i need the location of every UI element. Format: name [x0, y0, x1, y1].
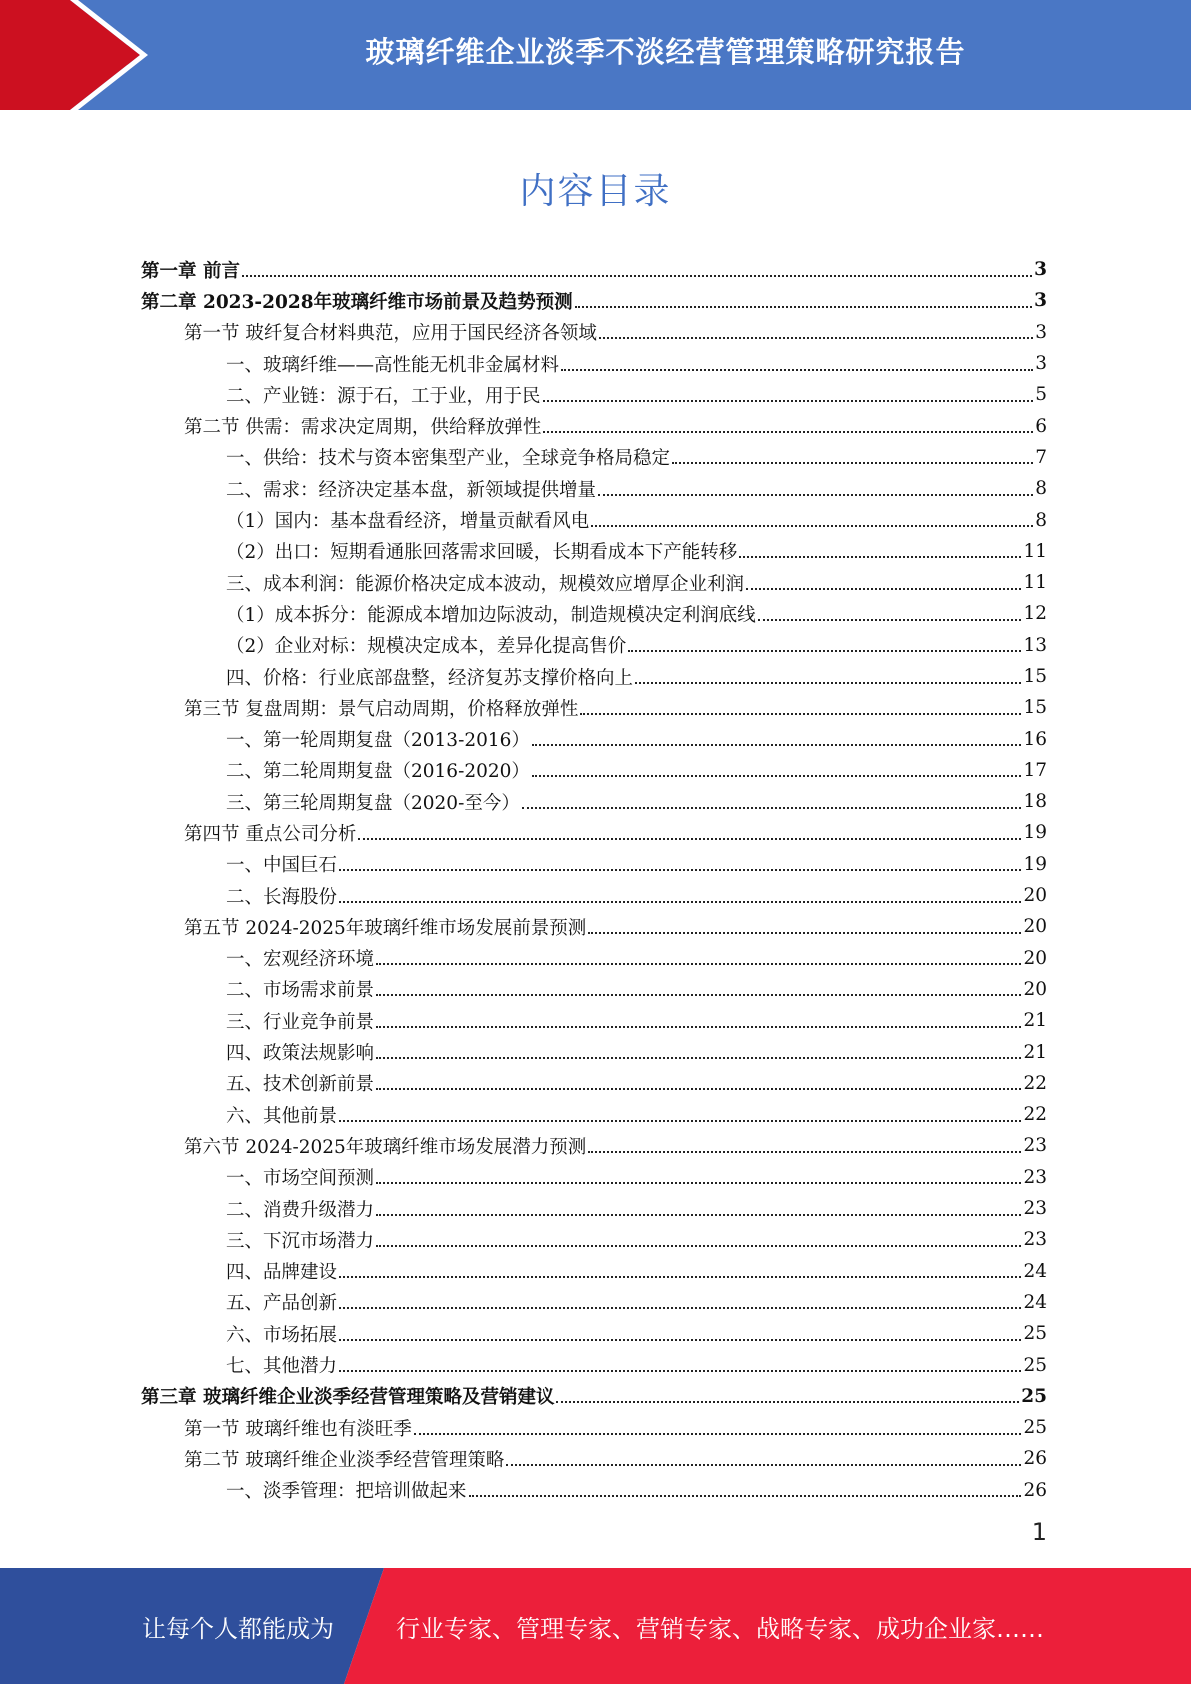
toc-dot-leader: [358, 838, 1021, 840]
toc-entry-page: 8: [1035, 509, 1047, 531]
toc-dot-leader: [561, 369, 1033, 371]
toc-dot-leader: [376, 1214, 1021, 1216]
toc-entry-page: 23: [1023, 1166, 1047, 1188]
toc-entry-page: 24: [1023, 1260, 1047, 1282]
toc-entry[interactable]: [141, 504, 1047, 535]
toc-dot-leader: [506, 1464, 1021, 1466]
toc-dot-leader: [376, 1088, 1021, 1090]
toc-entry[interactable]: [141, 1036, 1047, 1067]
toc-entry-page: 25: [1021, 1385, 1047, 1407]
toc-dot-leader: [376, 994, 1021, 996]
toc-dot-leader: [339, 1120, 1021, 1122]
toc-entry[interactable]: [141, 1224, 1047, 1255]
toc-dot-leader: [672, 462, 1033, 464]
toc-dot-leader: [522, 807, 1022, 809]
toc-entry-page: 15: [1023, 666, 1047, 687]
toc-title: 内容目录: [519, 171, 672, 212]
toc-entry-page: 7: [1035, 446, 1047, 468]
toc-dot-leader: [543, 431, 1033, 433]
toc-dot-leader: [599, 337, 1033, 339]
toc-entry-text: 一、中国巨石: [226, 855, 338, 877]
toc-entry-page: 11: [1023, 572, 1047, 594]
toc-entry-page: 19: [1023, 853, 1047, 875]
toc-entry[interactable]: [141, 692, 1047, 723]
toc-entry-text: 一、市场空间预测: [226, 1168, 375, 1190]
toc-entry-page: 17: [1023, 759, 1047, 781]
toc-entry-page: 18: [1023, 791, 1047, 813]
toc-dot-leader: [758, 619, 1022, 621]
toc-entry-page: 23: [1023, 1229, 1047, 1251]
toc-entry-page: 12: [1023, 603, 1047, 625]
table-of-contents: [141, 254, 1047, 1506]
toc-entry[interactable]: [141, 1162, 1047, 1193]
toc-entry-text: 三、成本利润：能源价格决定成本波动，规模效应增厚企业利润: [226, 573, 745, 595]
toc-entry[interactable]: [141, 1381, 1047, 1412]
toc-dot-leader: [588, 1151, 1021, 1153]
toc-entry-page: 15: [1023, 697, 1047, 719]
toc-entry[interactable]: [141, 442, 1047, 473]
toc-entry-text: 七、其他潜力: [226, 1356, 338, 1378]
toc-entry-text: （2）出口：短期看通胀回落需求回暖，长期看成本下产能转移: [226, 542, 738, 564]
toc-entry[interactable]: [141, 1005, 1047, 1036]
toc-entry-text: 六、其他前景: [226, 1105, 338, 1127]
toc-entry-page: 3: [1035, 353, 1047, 375]
toc-dot-leader: [543, 400, 1034, 402]
toc-entry-page: 20: [1023, 916, 1047, 938]
toc-entry[interactable]: [141, 1475, 1047, 1506]
toc-entry[interactable]: [141, 1349, 1047, 1380]
toc-dot-leader: [414, 1433, 1022, 1435]
toc-entry-text: 二、产业链：源于石，工于业，用于民: [226, 385, 541, 407]
toc-entry-text: 二、第二轮周期复盘（2016-2020）: [226, 761, 530, 783]
page-header: [0, 0, 1191, 110]
toc-entry[interactable]: [141, 473, 1047, 504]
toc-entry-page: 11: [1023, 540, 1047, 562]
toc-dot-leader: [628, 650, 1021, 652]
toc-dot-leader: [635, 682, 1021, 684]
toc-entry[interactable]: [141, 1130, 1047, 1161]
toc-entry-text: 第二节 玻璃纤维企业淡季经营管理策略: [184, 1449, 505, 1471]
toc-entry-text: 六、市场拓展: [226, 1324, 338, 1346]
toc-dot-leader: [376, 963, 1021, 965]
page-footer: [0, 1568, 1191, 1684]
toc-entry-page: 16: [1023, 728, 1047, 750]
toc-entry-page: 24: [1023, 1291, 1047, 1313]
toc-entry-page: 13: [1023, 634, 1047, 656]
toc-dot-leader: [532, 744, 1022, 746]
toc-entry-page: 20: [1023, 978, 1047, 1000]
toc-entry[interactable]: [141, 1256, 1047, 1287]
toc-dot-leader: [339, 1307, 1021, 1309]
toc-entry[interactable]: [141, 880, 1047, 911]
toc-entry-text: 第三章 玻璃纤维企业淡季经营管理策略及营销建议: [141, 1387, 555, 1409]
toc-entry[interactable]: [141, 598, 1047, 629]
page-number: 1: [1031, 1518, 1047, 1546]
toc-dot-leader: [532, 775, 1022, 777]
toc-entry-page: 23: [1023, 1135, 1047, 1157]
toc-dot-leader: [575, 306, 1033, 308]
toc-dot-leader: [339, 901, 1021, 903]
toc-entry-text: 第一节 玻璃纤维也有淡旺季: [184, 1418, 412, 1440]
toc-dot-leader: [376, 1245, 1021, 1247]
toc-dot-leader: [580, 713, 1021, 715]
toc-entry[interactable]: [141, 755, 1047, 786]
toc-entry[interactable]: [141, 849, 1047, 880]
footer-slogan-right: 行业专家、管理专家、营销专家、战略专家、成功企业家……: [396, 1614, 1044, 1643]
toc-entry[interactable]: [141, 317, 1047, 348]
toc-entry[interactable]: [141, 285, 1047, 316]
toc-dot-leader: [339, 1370, 1021, 1372]
toc-entry[interactable]: [141, 536, 1047, 567]
toc-dot-leader: [591, 525, 1033, 527]
toc-entry-text: 第五节 2024-2025年玻璃纤维市场发展前景预测: [184, 917, 587, 939]
toc-dot-leader: [339, 1276, 1021, 1278]
toc-entry-page: 8: [1035, 478, 1047, 500]
toc-dot-leader: [242, 275, 1032, 277]
toc-entry[interactable]: [141, 911, 1047, 942]
toc-entry-text: 二、长海股份: [226, 886, 338, 908]
toc-entry[interactable]: [141, 817, 1047, 848]
toc-entry-text: 三、行业竞争前景: [226, 1011, 375, 1033]
toc-dot-leader: [556, 1401, 1019, 1403]
toc-entry[interactable]: [141, 1287, 1047, 1318]
toc-entry-page: 20: [1023, 947, 1047, 969]
toc-entry[interactable]: [141, 1443, 1047, 1474]
toc-entry[interactable]: [141, 254, 1047, 285]
toc-entry[interactable]: [141, 379, 1047, 410]
toc-entry[interactable]: [141, 1318, 1047, 1349]
toc-entry-text: 一、宏观经济环境: [226, 949, 375, 971]
toc-dot-leader: [739, 556, 1021, 558]
toc-entry-text: 三、第三轮周期复盘（2020-至今）: [226, 792, 520, 814]
toc-entry-page: 3: [1035, 321, 1047, 343]
footer-slogan-left: 让每个人都能成为: [142, 1614, 334, 1643]
toc-entry-text: 第四节 重点公司分析: [184, 823, 357, 845]
toc-entry-page: 21: [1023, 1010, 1047, 1032]
toc-entry-text: 第一节 玻纤复合材料典范，应用于国民经济各领域: [184, 323, 597, 345]
toc-entry-text: 二、需求：经济决定基本盘，新领域提供增量: [226, 479, 597, 501]
toc-entry-page: 20: [1023, 885, 1047, 907]
toc-entry-page: 21: [1023, 1041, 1047, 1063]
toc-entry-text: 第一章 前言: [141, 260, 240, 282]
toc-entry[interactable]: [141, 1193, 1047, 1224]
toc-entry-page: 23: [1023, 1198, 1047, 1220]
toc-entry-page: 5: [1035, 384, 1047, 406]
toc-entry-text: 三、下沉市场潜力: [226, 1230, 375, 1252]
toc-entry[interactable]: [141, 723, 1047, 754]
toc-entry-page: 19: [1023, 822, 1047, 844]
toc-entry-text: 五、技术创新前景: [226, 1074, 375, 1096]
toc-entry-text: 一、供给：技术与资本密集型产业，全球竞争格局稳定: [226, 448, 671, 470]
toc-dot-leader: [469, 1495, 1022, 1497]
toc-entry-text: 二、消费升级潜力: [226, 1199, 375, 1221]
toc-entry-text: 一、淡季管理：把培训做起来: [226, 1481, 467, 1503]
toc-dot-leader: [588, 932, 1021, 934]
toc-entry-page: 3: [1034, 259, 1047, 281]
toc-entry-page: 25: [1023, 1354, 1047, 1376]
toc-dot-leader: [339, 1339, 1021, 1341]
toc-entry-page: 25: [1023, 1323, 1047, 1345]
toc-entry[interactable]: [141, 786, 1047, 817]
toc-entry-text: 第六节 2024-2025年玻璃纤维市场发展潜力预测: [184, 1136, 587, 1158]
header-red-arrow-icon: [0, 0, 150, 110]
toc-entry-text: （1）国内：基本盘看经济，增量贡献看风电: [226, 511, 590, 533]
toc-dot-leader: [376, 1182, 1021, 1184]
toc-entry[interactable]: [141, 567, 1047, 598]
toc-entry[interactable]: [141, 661, 1047, 692]
toc-entry-text: （2）企业对标：规模决定成本，差异化提高售价: [226, 636, 627, 658]
toc-dot-leader: [598, 494, 1033, 496]
toc-dot-leader: [339, 869, 1021, 871]
toc-entry[interactable]: [141, 943, 1047, 974]
toc-entry-page: 25: [1023, 1417, 1047, 1439]
toc-entry[interactable]: [141, 348, 1047, 379]
toc-entry-text: 五、产品创新: [226, 1293, 338, 1315]
toc-entry-text: 四、政策法规影响: [226, 1043, 375, 1065]
toc-dot-leader: [376, 1057, 1021, 1059]
toc-dot-leader: [376, 1026, 1021, 1028]
toc-entry[interactable]: [141, 630, 1047, 661]
toc-entry-text: （1）成本拆分：能源成本增加边际波动，制造规模决定利润底线: [226, 604, 756, 626]
toc-entry-text: 四、价格：行业底部盘整，经济复苏支撑价格向上: [226, 667, 634, 689]
toc-entry-page: 26: [1023, 1479, 1047, 1501]
toc-entry-text: 四、品牌建设: [226, 1262, 338, 1284]
toc-dot-leader: [746, 588, 1021, 590]
toc-entry-page: 3: [1034, 290, 1047, 312]
toc-entry-text: 一、第一轮周期复盘（2013-2016）: [226, 730, 530, 752]
toc-entry-text: 一、玻璃纤维——高性能无机非金属材料: [226, 354, 560, 376]
header-title: 玻璃纤维企业淡季不淡经营管理策略研究报告: [365, 34, 966, 69]
toc-entry-text: 二、市场需求前景: [226, 980, 375, 1002]
toc-entry-text: 第二节 供需：需求决定周期，供给释放弹性: [184, 417, 542, 439]
toc-entry-page: 22: [1023, 1104, 1047, 1126]
toc-entry[interactable]: [141, 1412, 1047, 1443]
toc-entry-page: 26: [1023, 1448, 1047, 1470]
toc-entry[interactable]: [141, 1099, 1047, 1130]
toc-entry[interactable]: [141, 410, 1047, 441]
toc-entry[interactable]: [141, 1068, 1047, 1099]
toc-entry-text: 第二章 2023-2028年玻璃纤维市场前景及趋势预测: [141, 291, 573, 313]
toc-entry-page: 22: [1023, 1072, 1047, 1094]
toc-entry-text: 第三节 复盘周期：景气启动周期，价格释放弹性: [184, 698, 579, 720]
toc-entry-page: 6: [1035, 415, 1047, 437]
toc-entry[interactable]: [141, 974, 1047, 1005]
